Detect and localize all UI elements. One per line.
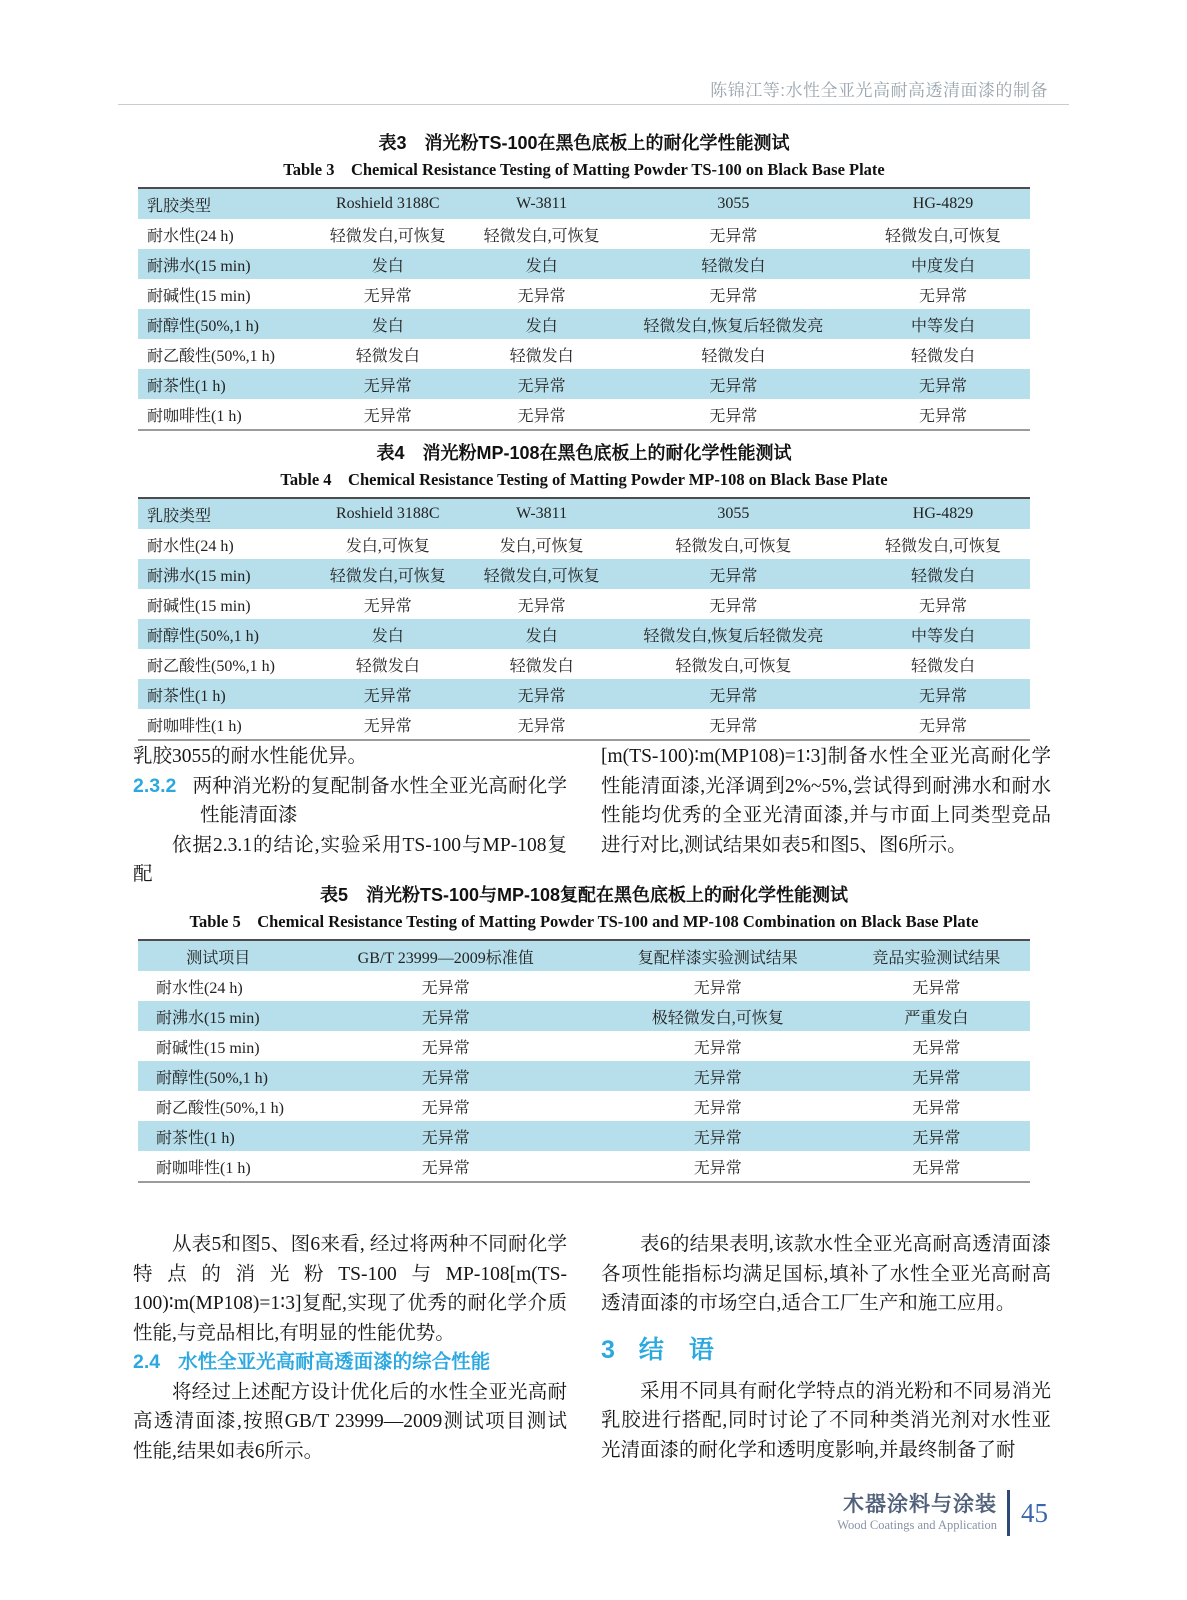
table-cell: 无异常 [517,407,566,425]
table-cell: 无异常 [421,1099,470,1117]
table3-block [138,130,1030,431]
section-heading-3 [601,1331,1051,1369]
mid-left-column [133,742,567,890]
table-cell: 轻微发白 [509,657,574,675]
table-row [138,1151,1030,1182]
table-cell: 无异常 [517,377,566,395]
table-cell: 耐碱性(15 min) [147,287,251,305]
table-cell: 轻微发白 [701,257,766,275]
table-cell: 耐沸水(15 min) [147,257,251,275]
table-cell: 无异常 [912,1129,961,1147]
column-header: 竞品实验测试结果 [872,949,1001,967]
table-cell: 耐醇性(50%,1 h) [156,1069,268,1087]
table-cell: 无异常 [912,1159,961,1177]
table-row [138,1001,1030,1031]
table-cell: 中度发白 [911,257,976,275]
section-number: 2.4 [133,1351,161,1373]
table-cell: 耐咖啡性(1 h) [147,407,242,425]
column-header: W-3811 [516,505,568,522]
column-header: HG-4829 [912,505,974,522]
column-header: 测试项目 [186,949,251,967]
table3-title-en: Table 3 Chemical Resistance Testing of Matting Powder TS-100 on Black Base Plate [283,160,885,179]
table-cell: 耐茶性(1 h) [147,687,226,705]
section-heading-text: 两种消光粉的复配制备水性全亚光高耐化学性能清面漆 [192,775,567,826]
table-row [138,589,1030,619]
table-cell: 无异常 [919,597,968,615]
column-header: GB/T 23999—2009标准值 [357,949,534,967]
table-cell: 耐水性(24 h) [156,979,243,997]
column-header: 复配样漆实验测试结果 [637,949,798,967]
table-row [138,649,1030,679]
table-cell: 轻微发白,可恢复 [675,657,792,675]
page-number: 45 [1021,1497,1048,1528]
table-cell: 轻微发白 [911,567,976,585]
column-header: 3055 [717,195,750,212]
table-row [138,679,1030,709]
table5-block [138,882,1030,1183]
paragraph: 采用不同具有耐化学特点的消光粉和不同易消光乳胶进行搭配,同时讨论了不同种类消光剂对水性亚光清面漆的耐化学和透明度影响,并最终制备了耐 [601,1380,1051,1461]
table-cell: 耐水性(24 h) [147,537,234,555]
table-cell: 无异常 [363,687,412,705]
table-cell: 无异常 [709,407,758,425]
table-cell: 无异常 [517,597,566,615]
table-cell: 轻微发白,恢复后轻微发亮 [643,317,824,335]
table-cell: 无异常 [421,1009,470,1027]
table5-title-en: Table 5 Chemical Resistance Testing of Matting Powder TS-100 and MP-108 Combination on Black Base Plate [189,912,979,931]
table-cell: 轻微发白,可恢复 [329,567,446,585]
table-cell: 无异常 [421,1159,470,1177]
header-rule [118,104,1069,105]
table-cell: 无异常 [421,1069,470,1087]
table-cell: 无异常 [912,1099,961,1117]
bottom-right-column [601,1230,1051,1465]
paragraph: [m(TS-100)∶m(MP108)=1∶3]制备水性全亚光高耐化学性能清面漆,光泽调到2%~5%,尝试得到耐沸水和耐水性能均优秀的全亚光清面漆,并与市面上同类型竞品进行对比,测试结果如表5和图5、图6所示。 [601,746,1051,856]
table-row [138,219,1030,249]
table-row [138,249,1030,279]
column-header: Roshield 3188C [335,195,440,212]
table-cell: 轻微发白,可恢复 [329,227,446,245]
table-cell: 耐沸水(15 min) [156,1009,260,1027]
table-cell: 无异常 [709,227,758,245]
table-cell: 中等发白 [911,627,976,645]
table-cell: 轻微发白 [701,347,766,365]
table-cell: 无异常 [709,717,758,735]
table-cell: 无异常 [693,1069,742,1087]
table-cell: 轻微发白 [355,657,420,675]
table-cell: 耐水性(24 h) [147,227,234,245]
table-cell: 无异常 [363,377,412,395]
table-cell: 轻微发白,可恢复 [675,537,792,555]
table-header-row [138,940,1030,971]
table-cell: 发白,可恢复 [499,537,584,555]
table-cell: 无异常 [693,1099,742,1117]
table-cell: 极轻微发白,可恢复 [651,1009,784,1027]
table-cell: 无异常 [517,717,566,735]
table-cell: 无异常 [919,407,968,425]
table-cell: 无异常 [363,287,412,305]
table-cell: 无异常 [363,717,412,735]
table-cell: 耐乙酸性(50%,1 h) [156,1099,284,1117]
table-cell: 中等发白 [911,317,976,335]
table-cell: 发白 [371,317,404,335]
table4-block [138,440,1030,741]
table-cell: 无异常 [919,717,968,735]
table4-title-cn: 表4 消光粉MP-108在黑色底板上的耐化学性能测试 [376,443,792,463]
table-cell: 发白,可恢复 [345,537,430,555]
paragraph: 表6的结果表明,该款水性全亚光高耐高透清面漆各项性能指标均满足国标,填补了水性全亚光高耐高透清面漆的市场空白,适合工厂生产和施工应用。 [601,1234,1051,1314]
table-row [138,559,1030,589]
column-header: 乳胶类型 [147,197,212,215]
table-cell: 发白 [371,627,404,645]
table-row [138,279,1030,309]
paragraph: 依据2.3.1的结论,实验采用TS-100与MP-108复配 [133,834,567,885]
table-row [138,709,1030,740]
table-row [138,971,1030,1001]
table-cell: 轻微发白 [911,347,976,365]
table-cell: 耐茶性(1 h) [147,377,226,395]
table-cell: 轻微发白,可恢复 [483,227,600,245]
section-number: 2.3.2 [133,774,177,797]
column-header: W-3811 [516,195,568,212]
table-row [138,1031,1030,1061]
table-cell: 轻微发白,恢复后轻微发亮 [643,627,824,645]
table-cell: 无异常 [709,377,758,395]
table-cell: 无异常 [709,567,758,585]
table-cell: 轻微发白,可恢复 [885,537,1002,555]
table-cell: 无异常 [709,287,758,305]
table-cell: 耐碱性(15 min) [147,597,251,615]
table-row [138,1091,1030,1121]
table-cell: 轻微发白 [355,347,420,365]
table4 [138,497,1030,741]
table-row [138,529,1030,559]
journal-name-cn: 木器涂料与涂装 [843,1493,997,1516]
bottom-left-column [133,1230,567,1466]
table-cell: 无异常 [709,597,758,615]
table-cell: 无异常 [363,407,412,425]
table-cell: 无异常 [421,979,470,997]
table-cell: 无异常 [421,1039,470,1057]
paragraph: 从表5和图5、图6来看, 经过将两种不同耐化学特点的消光粉TS-100与MP-108[m(TS-100)∶m(MP108)=1∶3]复配,实现了优秀的耐化学介质性能,与竞品相比,有明显的性能优势。 [133,1234,567,1344]
table-cell: 耐碱性(15 min) [156,1039,260,1057]
table-row [138,1061,1030,1091]
running-header-title: 陈锦江等:水性全亚光高耐高透清面漆的制备 [710,81,1048,100]
table-cell: 发白 [525,317,558,335]
table-row [138,399,1030,430]
section-heading-text: 结 语 [638,1335,714,1364]
section-heading-2-4 [133,1348,567,1378]
page-footer [837,1490,1048,1536]
table5-title-cn: 表5 消光粉TS-100与MP-108复配在黑色底板上的耐化学性能测试 [319,885,849,905]
table-cell: 无异常 [693,1129,742,1147]
table4-title-en: Table 4 Chemical Resistance Testing of Matting Powder MP-108 on Black Base Plate [280,470,888,489]
table3 [138,187,1030,431]
table-cell: 无异常 [919,377,968,395]
table-cell: 无异常 [517,687,566,705]
table-cell: 无异常 [919,687,968,705]
table-row [138,369,1030,399]
section-heading-text: 水性全亚光高耐高透面漆的综合性能 [178,1351,491,1373]
column-header: Roshield 3188C [335,505,440,522]
footer-divider-bar [1007,1490,1010,1536]
table-row [138,309,1030,339]
table-row [138,339,1030,369]
mid-right-column [601,742,1051,860]
table-cell: 无异常 [912,1039,961,1057]
column-header: HG-4829 [912,195,974,212]
table-row [138,619,1030,649]
paragraph: 将经过上述配方设计优化后的水性全亚光高耐高透清面漆,按照GB/T 23999—2009测试项目测试性能,结果如表6所示。 [133,1381,567,1462]
table-cell: 耐咖啡性(1 h) [156,1159,251,1177]
table-cell: 轻微发白 [509,347,574,365]
table-cell: 轻微发白,可恢复 [885,227,1002,245]
table-cell: 耐乙酸性(50%,1 h) [147,657,275,675]
table-header-row [138,188,1030,219]
table-cell: 耐沸水(15 min) [147,567,251,585]
table5 [138,939,1030,1183]
table-cell: 无异常 [919,287,968,305]
table-cell: 无异常 [517,287,566,305]
table-cell: 轻微发白 [911,657,976,675]
column-header: 乳胶类型 [147,507,212,525]
table-cell: 无异常 [912,1069,961,1087]
table-cell: 无异常 [693,979,742,997]
table-cell: 无异常 [709,687,758,705]
table3-title-cn: 表3 消光粉TS-100在黑色底板上的耐化学性能测试 [378,133,790,153]
table-cell: 发白 [525,627,558,645]
table-header-row [138,498,1030,529]
table-row [138,1121,1030,1151]
table-cell: 无异常 [693,1159,742,1177]
table-cell: 发白 [371,257,404,275]
table-cell: 发白 [525,257,558,275]
column-header: 3055 [717,505,750,522]
table-cell: 轻微发白,可恢复 [483,567,600,585]
table-cell: 无异常 [421,1129,470,1147]
section-number: 3 [601,1335,615,1364]
section-heading-2-3-2 [133,772,567,831]
journal-name [837,1493,997,1533]
table-cell: 耐乙酸性(50%,1 h) [147,347,275,365]
table-cell: 耐醇性(50%,1 h) [147,627,259,645]
table-cell: 耐茶性(1 h) [156,1129,235,1147]
table-cell: 耐咖啡性(1 h) [147,717,242,735]
paragraph: 乳胶3055的耐水性能优异。 [133,746,368,767]
table-cell: 无异常 [693,1039,742,1057]
table-cell: 无异常 [363,597,412,615]
table-cell: 严重发白 [904,1009,969,1027]
table-cell: 无异常 [912,979,961,997]
table-cell: 耐醇性(50%,1 h) [147,317,259,335]
journal-name-en: Wood Coatings and Application [837,1518,997,1532]
